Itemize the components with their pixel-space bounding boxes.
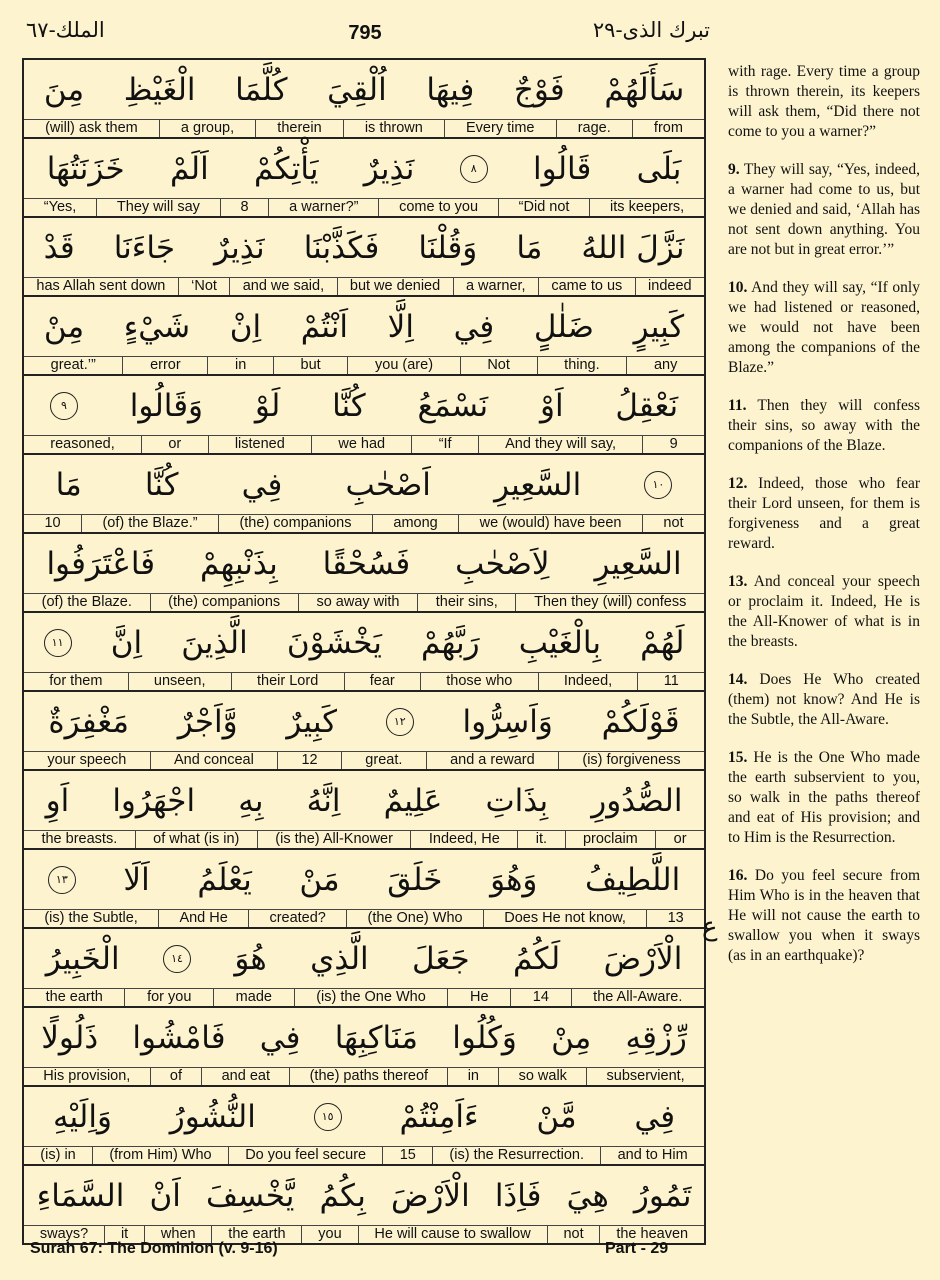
english-gloss-cell: They will say (96, 199, 220, 216)
english-gloss-cell: He will cause to swallow (358, 1226, 547, 1243)
english-gloss-cell: their sins, (417, 594, 515, 611)
arabic-word: نَعْقِلُ (615, 387, 679, 424)
verse-number: 11. (728, 397, 747, 414)
english-gloss-cell: Indeed, (538, 673, 638, 690)
english-gloss-cell: subservient, (586, 1068, 704, 1085)
verse-number-marker: ١٥ (314, 1103, 342, 1131)
verse-row (24, 218, 704, 297)
translation-text: Do you feel secure from Him Who is in the heaven that He will not cause the earth to swallow you when it sways (as in an earthquake)? (728, 867, 920, 964)
arabic-word: هِيَ (566, 1177, 609, 1214)
arabic-word: عَلِيمٌ (383, 782, 443, 819)
arabic-line (24, 1008, 704, 1068)
english-gloss-cell: those who (420, 673, 538, 690)
verse-row (24, 455, 704, 534)
verse-number: 15. (728, 749, 748, 766)
arabic-word: خَلَقَ (387, 861, 443, 898)
arabic-word: فَكَذَّبْنَا (303, 229, 380, 266)
english-gloss-cell: of (150, 1068, 202, 1085)
english-gloss-cell: “Yes, (43, 199, 77, 215)
english-gloss-cell: 9 (642, 436, 704, 453)
arabic-word: نَذِيرٌ (214, 229, 265, 266)
arabic-word: فِي (453, 308, 495, 345)
arabic-word: مَا (55, 466, 82, 503)
english-gloss-cell: and eat (201, 1068, 289, 1085)
verse-row (24, 929, 704, 1008)
arabic-word: لَكُمُ (513, 940, 561, 977)
arabic-word: يَأْتِكُمْ (254, 150, 319, 187)
english-gloss-cell: unseen, (128, 673, 231, 690)
english-gloss-cell: And conceal (150, 752, 277, 769)
verse-number: 14. (728, 671, 748, 688)
english-gloss-line (24, 1147, 704, 1166)
arabic-word: قَوْلَكُمْ (601, 703, 680, 740)
arabic-word: وَاَسِرُّوا (462, 703, 553, 740)
english-gloss-cell: (is) forgiveness (558, 752, 704, 769)
arabic-word: وَقُلْنَا (418, 229, 478, 266)
translation-paragraph (728, 396, 920, 456)
english-gloss-cell: thing. (537, 357, 627, 374)
english-gloss-cell: great. (341, 752, 426, 769)
english-gloss-cell: listened (208, 436, 312, 453)
english-gloss-cell: is thrown (343, 120, 444, 137)
english-gloss-cell: made (213, 989, 294, 1006)
english-gloss-cell: it (104, 1226, 144, 1243)
english-gloss-cell: Indeed, He (410, 831, 517, 848)
english-gloss-cell: rage. (556, 120, 632, 137)
arabic-word: الصُّدُورِ (591, 782, 683, 819)
arabic-word: فِي (634, 1098, 676, 1135)
english-gloss-cell: and we said, (229, 278, 336, 295)
english-gloss-cell: the heaven (599, 1226, 703, 1243)
translation-text: with rage. Every time a group is thrown therein, its keepers will ask them, “Did there not come to you a warner?” (728, 63, 920, 140)
verse-number-marker: ١٤ (163, 945, 191, 973)
translation-text: Does He Who created (them) not know? And He is the Subtle, the All-Aware. (728, 671, 921, 728)
arabic-word: لَوْ (254, 387, 281, 424)
arabic-word: فِي (241, 466, 283, 503)
footer-surah-label: Surah 67: The Dominion (v. 9-16) (30, 1240, 278, 1257)
translation-column (728, 62, 920, 984)
arabic-line (24, 60, 704, 120)
english-gloss-cell: 11 (637, 673, 704, 690)
english-gloss-cell: (is) the One Who (294, 989, 448, 1006)
english-gloss-line (24, 515, 704, 534)
verse-row (24, 1087, 704, 1166)
arabic-word: شَيْءٍ (123, 308, 191, 345)
arabic-word: مَغْفِرَةٌ (48, 703, 129, 740)
arabic-word: جَعَلَ (412, 940, 470, 977)
arabic-word: كُنَّا (332, 387, 366, 424)
arabic-word: نَسْمَعُ (417, 387, 489, 424)
english-gloss-cell: but we denied (337, 278, 453, 295)
translation-text: Then they will confess their sins, so away with the companions of the Blaze. (728, 397, 920, 454)
arabic-line (24, 1166, 704, 1226)
english-gloss-cell: in (447, 1068, 498, 1085)
arabic-word: مَّنْ (536, 1098, 577, 1135)
english-gloss-line (24, 436, 704, 455)
english-gloss-line (24, 199, 704, 218)
english-gloss-cell: or (141, 436, 207, 453)
word-by-word-grid (22, 58, 706, 1245)
translation-paragraph (728, 278, 920, 378)
arabic-word: اِنَّ (110, 624, 143, 661)
arabic-word: يَعْلَمُ (197, 861, 252, 898)
english-gloss-cell: of what (is in) (135, 831, 257, 848)
english-gloss-cell: Every time (444, 120, 556, 137)
arabic-word: اَلَمْ (170, 150, 209, 187)
english-gloss-line (24, 357, 704, 376)
english-gloss-cell: (is the) All-Knower (257, 831, 411, 848)
arabic-word: فَاِذَا (494, 1177, 542, 1214)
english-gloss-cell: from (632, 120, 704, 137)
arabic-word: النُّشُورُ (169, 1098, 256, 1135)
english-gloss-cell: so walk (498, 1068, 586, 1085)
english-gloss-cell: reasoned, (50, 436, 115, 452)
english-gloss-cell: (is) the Subtle, (44, 910, 138, 926)
english-gloss-cell: 13 (646, 910, 704, 927)
verse-number: 12. (728, 475, 748, 492)
arabic-word: يَخْشَوْنَ (286, 624, 382, 661)
juz-header-label: تبرك الذى-٢٩ (592, 18, 710, 42)
verse-number: 10. (728, 279, 748, 296)
translation-text: They will say, “Yes, indeed, a warner had come to us, but we denied and said, ‘Allah has not sent down anything. You are not but in great error.’” (728, 161, 920, 258)
page-number: 795 (348, 22, 382, 44)
verse-row (24, 1166, 704, 1245)
english-gloss-cell: the breasts. (41, 831, 118, 847)
english-gloss-cell: (will) ask them (45, 120, 138, 136)
english-gloss-line (24, 831, 704, 850)
english-gloss-cell: came to us (538, 278, 635, 295)
english-gloss-cell: 15 (382, 1147, 432, 1164)
arabic-word: مِنْ (43, 308, 85, 345)
arabic-word: مِنَ (43, 71, 85, 108)
english-gloss-cell: Do you feel secure (228, 1147, 382, 1164)
english-gloss-cell: indeed (635, 278, 704, 295)
verse-row (24, 534, 704, 613)
english-gloss-cell: And they will say, (478, 436, 643, 453)
english-gloss-cell: a warner?” (268, 199, 378, 216)
english-gloss-cell: for them (49, 673, 103, 689)
arabic-word: وَاِلَيْهِ (52, 1098, 112, 1135)
arabic-word: هُوَ (234, 940, 267, 977)
english-gloss-cell: a warner, (453, 278, 538, 295)
english-gloss-cell: the earth (45, 989, 103, 1005)
arabic-word: قَدْ (43, 229, 75, 266)
arabic-word: اجْهَرُوا (112, 782, 196, 819)
translation-paragraph (728, 160, 920, 260)
arabic-word: فَوْجٌ (513, 71, 565, 108)
arabic-line (24, 929, 704, 989)
arabic-word: اِلَّا (387, 308, 414, 345)
translation-text: And conceal your speech or proclaim it. Indeed, He is the All-Knower of what is in the breasts. (728, 573, 920, 650)
english-gloss-cell: ‘Not (178, 278, 230, 295)
english-gloss-cell: “If (411, 436, 477, 453)
english-gloss-cell: and a reward (426, 752, 558, 769)
arabic-line (24, 218, 704, 278)
arabic-word: الْاَرْضَ (603, 940, 683, 977)
verse-number: 16. (728, 867, 748, 884)
english-gloss-cell: 10 (44, 515, 61, 531)
arabic-line (24, 455, 704, 515)
verse-row (24, 1008, 704, 1087)
verse-row (24, 692, 704, 771)
arabic-word: السَّعِيرِ (594, 545, 682, 582)
arabic-word: نَزَّلَ اللهُ (581, 229, 685, 266)
english-gloss-cell: 12 (277, 752, 341, 769)
english-gloss-cell: therein (255, 120, 343, 137)
arabic-word: بَلَى (636, 150, 682, 187)
arabic-word: اَنْ (149, 1177, 181, 1214)
arabic-word: مِنْ (551, 1019, 592, 1056)
arabic-word: فَسُحْقًا (322, 545, 411, 582)
arabic-word: كَبِيرٌ (286, 703, 337, 740)
english-gloss-line (24, 1068, 704, 1087)
translation-text: Indeed, those who fear their Lord unseen, for them is forgiveness and a great reward. (728, 475, 921, 552)
english-gloss-line (24, 752, 704, 771)
arabic-word: كَبِيرٍ (633, 308, 685, 345)
arabic-word: لَهُمْ (640, 624, 685, 661)
english-gloss-cell: its keepers, (589, 199, 704, 216)
english-gloss-cell: And He (158, 910, 248, 927)
english-gloss-cell: when (144, 1226, 211, 1243)
english-gloss-cell: error (122, 357, 207, 374)
translation-paragraph (728, 572, 920, 652)
arabic-word: مَا (516, 229, 543, 266)
english-gloss-cell: we had (311, 436, 411, 453)
arabic-line (24, 1087, 704, 1147)
english-gloss-cell: (the) paths thereof (289, 1068, 447, 1085)
english-gloss-cell: their Lord (231, 673, 344, 690)
verse-row (24, 297, 704, 376)
arabic-word: خَزَنَتُهَا (46, 150, 125, 187)
english-gloss-cell: great.’” (50, 357, 96, 373)
verse-number-marker: ١٢ (386, 708, 414, 736)
arabic-line (24, 692, 704, 752)
english-gloss-cell: (the) companions (218, 515, 372, 532)
arabic-line (24, 613, 704, 673)
english-gloss-cell: Not (460, 357, 537, 374)
arabic-word: بِكُمُ (319, 1177, 366, 1214)
translation-paragraph (728, 474, 920, 554)
arabic-word: فِي (259, 1019, 301, 1056)
english-gloss-cell: and to Him (600, 1147, 704, 1164)
english-gloss-cell: (of) the Blaze. (41, 594, 132, 610)
english-gloss-cell: 14 (510, 989, 570, 1006)
arabic-word: تَمُورُ (633, 1177, 692, 1214)
translation-text: He is the One Who made the earth subservient to you, so walk in the paths thereof and eat of His provision; and to Him is the Resurrection. (728, 749, 921, 846)
verse-number-marker: ١١ (44, 629, 72, 657)
translation-paragraph (728, 62, 920, 142)
arabic-word: رَبَّهُمْ (421, 624, 480, 661)
english-gloss-cell: not (547, 1226, 600, 1243)
arabic-word: ءَاَمِنْتُمْ (399, 1098, 479, 1135)
english-gloss-cell: Does He not know, (483, 910, 646, 927)
arabic-word: كُنَّا (144, 466, 179, 503)
english-gloss-cell: but (273, 357, 347, 374)
english-gloss-cell: 8 (220, 199, 269, 216)
arabic-word: الْخَبِيرُ (45, 940, 120, 977)
english-gloss-cell: created? (248, 910, 346, 927)
english-gloss-cell: in (207, 357, 273, 374)
arabic-word: اُلْقِيَ (327, 71, 387, 108)
english-gloss-cell: it. (517, 831, 564, 848)
english-gloss-line (24, 120, 704, 139)
english-gloss-cell: the All-Aware. (571, 989, 704, 1006)
english-gloss-cell: fear (344, 673, 420, 690)
english-gloss-cell: the earth (211, 1226, 301, 1243)
english-gloss-cell: He (447, 989, 510, 1006)
arabic-word: وَقَالُوا (129, 387, 204, 424)
arabic-word: اللَّطِيفُ (585, 861, 681, 898)
translation-paragraph (728, 670, 920, 730)
english-gloss-cell: His provision, (43, 1068, 131, 1084)
english-gloss-cell: (of) the Blaze.” (81, 515, 218, 532)
arabic-word: سَأَلَهُمْ (604, 71, 685, 108)
arabic-word: بِهِ (238, 782, 264, 819)
arabic-line (24, 297, 704, 357)
english-gloss-cell: has Allah sent down (36, 278, 166, 294)
verse-number-marker: ١٣ (48, 866, 76, 894)
arabic-word: فَاعْتَرَفُوا (46, 545, 156, 582)
surah-header-label: الملك-٦٧ (26, 18, 105, 42)
arabic-word: جَاءَنَا (113, 229, 175, 266)
verse-number-marker: ٩ (50, 392, 78, 420)
arabic-word: نَذِيرٌ (363, 150, 415, 187)
english-gloss-line (24, 278, 704, 297)
english-gloss-cell: you (301, 1226, 357, 1243)
english-gloss-line (24, 594, 704, 613)
arabic-word: كُلَّمَا (235, 71, 288, 108)
verse-number: 9. (728, 161, 740, 178)
arabic-word: مَنَاكِبِهَا (334, 1019, 418, 1056)
english-gloss-cell: (is) in (40, 1147, 76, 1163)
arabic-word: قَالُوا (532, 150, 592, 187)
translation-text: And they will say, “If only we had listened or reasoned, we would not have been among the companions of the Blaze.” (728, 279, 920, 376)
english-gloss-cell: among (372, 515, 458, 532)
arabic-word: اَصْحٰبِ (345, 466, 431, 503)
english-gloss-cell: we (would) have been (458, 515, 642, 532)
arabic-word: السَّمَاءِ (36, 1177, 125, 1214)
english-gloss-cell: you (are) (347, 357, 459, 374)
arabic-line (24, 139, 704, 199)
english-gloss-cell: so away with (298, 594, 417, 611)
arabic-word: فَامْشُوا (132, 1019, 226, 1056)
english-gloss-cell: (the) companions (150, 594, 298, 611)
verse-row (24, 613, 704, 692)
english-gloss-cell: sways? (39, 1226, 89, 1242)
arabic-line (24, 376, 704, 436)
arabic-line (24, 850, 704, 910)
english-gloss-cell: a group, (159, 120, 255, 137)
arabic-word: رِّزْقِهِ (625, 1019, 687, 1056)
english-gloss-cell: (is) the Resurrection. (432, 1147, 600, 1164)
arabic-word: بِذَنْبِهِمْ (199, 545, 278, 582)
english-gloss-cell: or (655, 831, 704, 848)
english-gloss-cell: (from Him) Who (92, 1147, 228, 1164)
arabic-word: وَّاَجْرٌ (177, 703, 238, 740)
footer-part-label: Part - 29 (605, 1240, 669, 1257)
arabic-line (24, 534, 704, 594)
english-gloss-cell: come to you (378, 199, 498, 216)
arabic-word: بِذَاتِ (485, 782, 549, 819)
arabic-word: وَكُلُوا (452, 1019, 517, 1056)
english-gloss-cell: “Did not (498, 199, 589, 216)
english-gloss-cell: for you (124, 989, 213, 1006)
arabic-word: اَنْتُمْ (300, 308, 349, 345)
arabic-word: ذَلُولًا (41, 1019, 99, 1056)
arabic-line (24, 771, 704, 831)
arabic-word: اِنَّهُ (306, 782, 341, 819)
verse-number-marker: ١٠ (644, 471, 672, 499)
arabic-word: اِنْ (229, 308, 262, 345)
verse-number: 13. (728, 573, 748, 590)
arabic-word: بِالْغَيْبِ (518, 624, 601, 661)
arabic-word: وَهُوَ (490, 861, 538, 898)
english-gloss-cell: (the One) Who (346, 910, 483, 927)
arabic-word: فِيهَا (426, 71, 475, 108)
verse-row (24, 850, 704, 929)
english-gloss-line (24, 673, 704, 692)
arabic-word: لِاَصْحٰبِ (455, 545, 550, 582)
arabic-word: الْغَيْظِ (123, 71, 196, 108)
arabic-word: اَلَا (123, 861, 150, 898)
translation-paragraph (728, 866, 920, 966)
arabic-word: السَّعِيرِ (494, 466, 582, 503)
english-gloss-line (24, 989, 704, 1008)
english-gloss-cell: proclaim (565, 831, 656, 848)
english-gloss-line (24, 910, 704, 929)
verse-row (24, 60, 704, 139)
english-gloss-cell: Then they (will) confess (515, 594, 704, 611)
verse-number-marker: ٨ (460, 155, 488, 183)
english-gloss-cell: your speech (47, 752, 127, 768)
verse-row (24, 771, 704, 850)
arabic-word: الَّذِي (310, 940, 369, 977)
arabic-word: يَّخْسِفَ (205, 1177, 295, 1214)
arabic-word: الْاَرْضَ (390, 1177, 470, 1214)
verse-row (24, 139, 704, 218)
arabic-word: اَوِ (45, 782, 70, 819)
verse-row (24, 376, 704, 455)
ruku-marker: ع (702, 912, 718, 942)
english-gloss-cell: not (642, 515, 704, 532)
english-gloss-cell: any (626, 357, 704, 374)
arabic-word: الَّذِينَ (181, 624, 248, 661)
arabic-word: ضَلٰلٍ (533, 308, 594, 345)
arabic-word: مَنْ (299, 861, 340, 898)
arabic-word: اَوْ (539, 387, 564, 424)
translation-paragraph (728, 748, 920, 848)
